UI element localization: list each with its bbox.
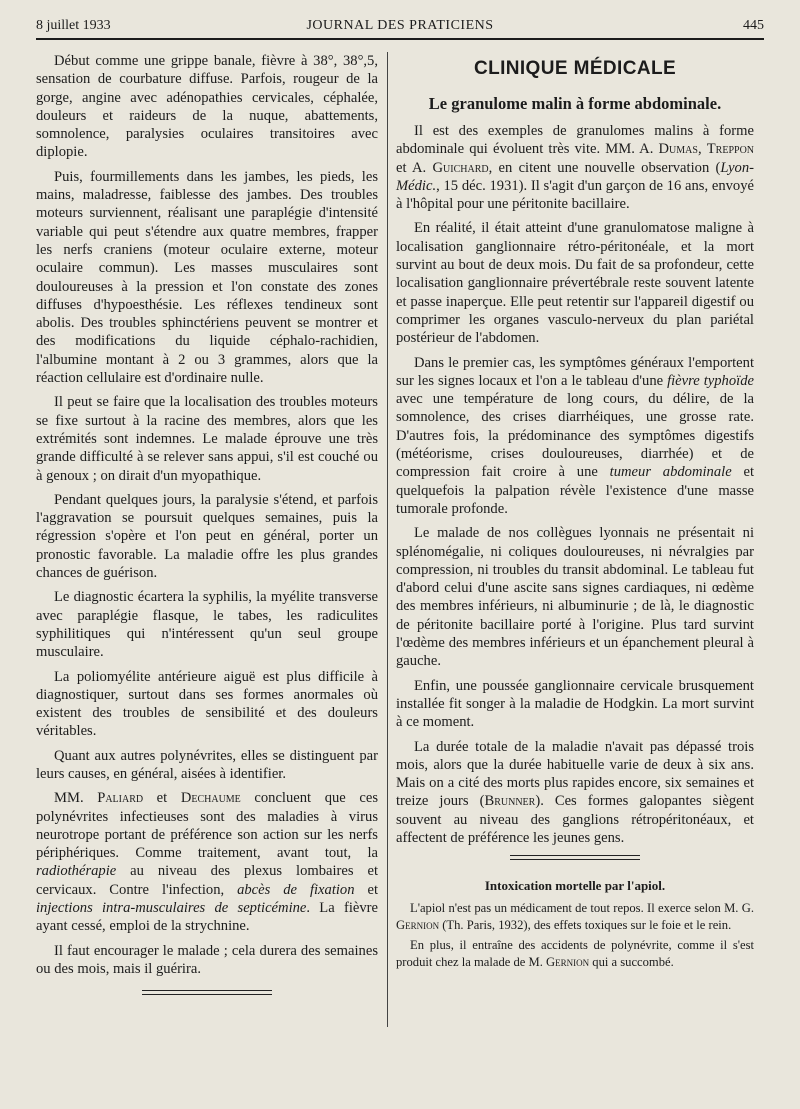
text-run: , en citent une nouvelle observation ( (488, 159, 721, 176)
section-title: CLINIQUE MÉDICALE (473, 58, 677, 79)
paragraph: La poliomyélite antérieure aiguë est plus difficile à diagnostiquer, surtout dans ses formes anormales où existent des troubles de sensibilité et des douleurs véritables. (36, 668, 378, 740)
text-run: et quelquefois la palpation révèle l'existence d'une masse tumorale profonde. (396, 464, 754, 517)
italic-term: radiothérapie (36, 863, 117, 880)
paragraph: Quant aux autres polynévrites, elles se distinguent par leurs causes, en général, aisées à identifier. (36, 747, 378, 782)
paragraph (396, 354, 754, 519)
text-run: , (697, 141, 707, 158)
paragraph (396, 900, 754, 933)
paragraph: Début comme une grippe banale, fièvre à 38°, 38°,5, sensation de courbature diffuse. Parfois, rougeur de la gorge, angine avec adénopathies cervicales, céphalée, douleurs et raideurs de la nuque, abattements, somnolence, paralysies oculaires transitoires avec diplopie. (36, 53, 378, 161)
left-column (36, 52, 378, 1013)
paragraph: Pendant quelques jours, la paralysie s'étend, et parfois l'aggravation se poursuit quelques semaines, puis la régression s'opère et l'on peut en général, porter un pronostic favorable. La maladie offre les plus grandes chances de guérison. (36, 491, 378, 582)
author-name: Gernion (396, 917, 440, 932)
text-run: L'apiol n'est pas un médicament de tout repos. Il exerce selon M. G. (410, 901, 754, 916)
paragraph (396, 122, 754, 213)
paragraph: Il peut se faire que la localisation des troubles moteurs se fixe surtout à la racine des membres, alors que les extrémités sont indemnes. Le malade éprouve une très grande difficulté à se relever sans appui, s'il est couché ou à genoux ; on dirait d'un myopathique. (36, 394, 378, 484)
text-run: et A. (396, 159, 433, 176)
paragraph: Le diagnostic écartera la syphilis, la myélite transverse avec paraplégie flasque, le tabes, les radiculites syphilitiques qui n'intéressent qu'un seul groupe musculaire. (36, 589, 378, 661)
text-run: au niveau des plexus lombaires et cervicaux. Contre l'infection, (36, 863, 378, 898)
text-run: et (143, 790, 181, 807)
header-journal-title: JOURNAL DES PRATICIENS (306, 18, 494, 33)
paragraph (36, 789, 378, 935)
text-run: En plus, il entraîne des accidents de polynévrite, comme il s'est produit chez la malade de M. (396, 938, 754, 970)
italic-term: injections intra-musculaires de septicémine (36, 900, 307, 917)
section-separator (510, 855, 640, 860)
paragraph: Enfin, une poussée ganglionnaire cervicale brusquement installée fit songer à la maladie de Hodgkin. La mort survint à ce moment. (396, 677, 754, 731)
author-name: Guichard (432, 159, 489, 176)
text-run: qui a succombé. (589, 955, 674, 970)
italic-term: tumeur abdominale (609, 464, 732, 481)
author-name: Paliard (97, 790, 144, 807)
paragraph (396, 937, 754, 970)
italic-term: Lyon-Médic. (396, 159, 755, 194)
header-date: 8 juillet 1933 (36, 18, 111, 33)
column-divider (387, 52, 388, 1027)
text-run: avec une température de long cours, du délire, de la somnolence, des crises diarrhéiques, une grosse rate. D'autres fois, la prédominance des symptômes digestifs (météorisme, crises douloureuses, diarrhée) et de compression fait croire à une (396, 391, 754, 481)
text-run: , 15 déc. 1931). Il s'agit d'un garçon de 16 ans, envoyé à l'hôpital pour une péritonite bacillaire. (396, 177, 754, 213)
italic-term: abcès de fixation (237, 881, 355, 898)
paragraph (396, 738, 754, 848)
article-title: Le granulome malin à forme abdominale. (428, 94, 722, 113)
text-run: MM. (54, 790, 98, 807)
paragraph: En réalité, il était atteint d'une granulomatose maligne à localisation ganglionnaire rétro-péritonéale, et la mort survint au bout de deux mois. Du fait de sa profondeur, cette localisation ganglionnaire prévertébrale reste souvent latente et passe inaperçue. Elle peut retentir sur l'appareil digestif ou comprimer les organes vasculo-nerveux du plan pariétal postérieur de l'abdomen. (396, 220, 754, 347)
author-name: Brunner (484, 793, 536, 810)
author-name: Dumas (658, 141, 698, 158)
italic-term: fièvre typhoïde (667, 372, 754, 389)
paragraph: Il faut encourager le malade ; cela durera des semaines ou des mois, mais il guérira. (36, 942, 378, 977)
section-separator (142, 990, 272, 995)
text-run: La durée totale de la maladie n'avait pas dépassé trois mois, alors que la durée habituelle varie de deux à six ans. Mais on a cité des morts plus rapides encore, six semaines et treize jours ( (396, 738, 754, 810)
paragraph: Puis, fourmillements dans les jambes, les pieds, les mains, maladresse, faiblesse des jambes. Des troubles moteurs surviennent, réalisant une paraplégie d'intensité variable qui peut s'étendre aux quatre membres, frapper les nerfs craniens (moteur oculaire externe, moteur oculaire commun). Les masses musculaires sont douloureuses à la pression et l'on constate des zones diffuses d'hypoesthésie. Les réflexes tendineux sont abolis. Des troubles sphinctériens peuvent se montrer et des modifications du liquide céphalo-rachidien, l'albumine montant à 2 ou 3 grammes, alors que la réaction cellulaire est d'ordinaire nulle. (36, 168, 378, 387)
text-run: ). Ces formes galopantes siègent souvent au niveau des ganglions rétropéritonéaux, et affectent de préférence les jeunes gens. (396, 793, 755, 846)
author-name: Gernion (546, 955, 590, 970)
text-run: . La fièvre ayant cessé, emploi de la strychnine. (36, 900, 378, 935)
text-run: Il est des exemples de granulomes malins à forme abdominale qui évoluent très vite. MM. A. (396, 123, 754, 158)
text-run: et (354, 881, 378, 898)
paragraph: Le malade de nos collègues lyonnais ne présentait ni splénomégalie, ni coliques douloureuses, ni névralgies par compression, ni troubles du transit abdominal. Le tableau fut d'abord celui d'une ascite sans signes cardiaques, ni œdème des membres inférieurs, ni albuminurie ; de là, le diagnostic de péritonite bacillaire porté à l'origine. Plus tard survint l'œdème des membres inférieurs et un épanchement pleural à gauche. (396, 525, 754, 670)
header-page-number: 445 (743, 18, 764, 33)
author-name: Dechaume (180, 790, 241, 807)
right-column (396, 52, 754, 975)
author-name: Treppon (706, 141, 755, 158)
page-header (36, 18, 764, 40)
short-article-title: Intoxication mortelle par l'apiol. (484, 878, 666, 894)
text-run: (Th. Paris, 1932), des effets toxiques sur le foie et le rein. (439, 917, 732, 932)
text-run: concluent que ces polynévrites infectieuses sont des maladies à virus neurotrope portant de préférence son action sur les nerfs périphériques. Comme traitement, avant tout, la (36, 790, 378, 862)
header-rule (36, 38, 764, 40)
text-run: Dans le premier cas, les symptômes généraux l'emportent sur les signes locaux et l'on a le tableau d'une (396, 354, 754, 389)
